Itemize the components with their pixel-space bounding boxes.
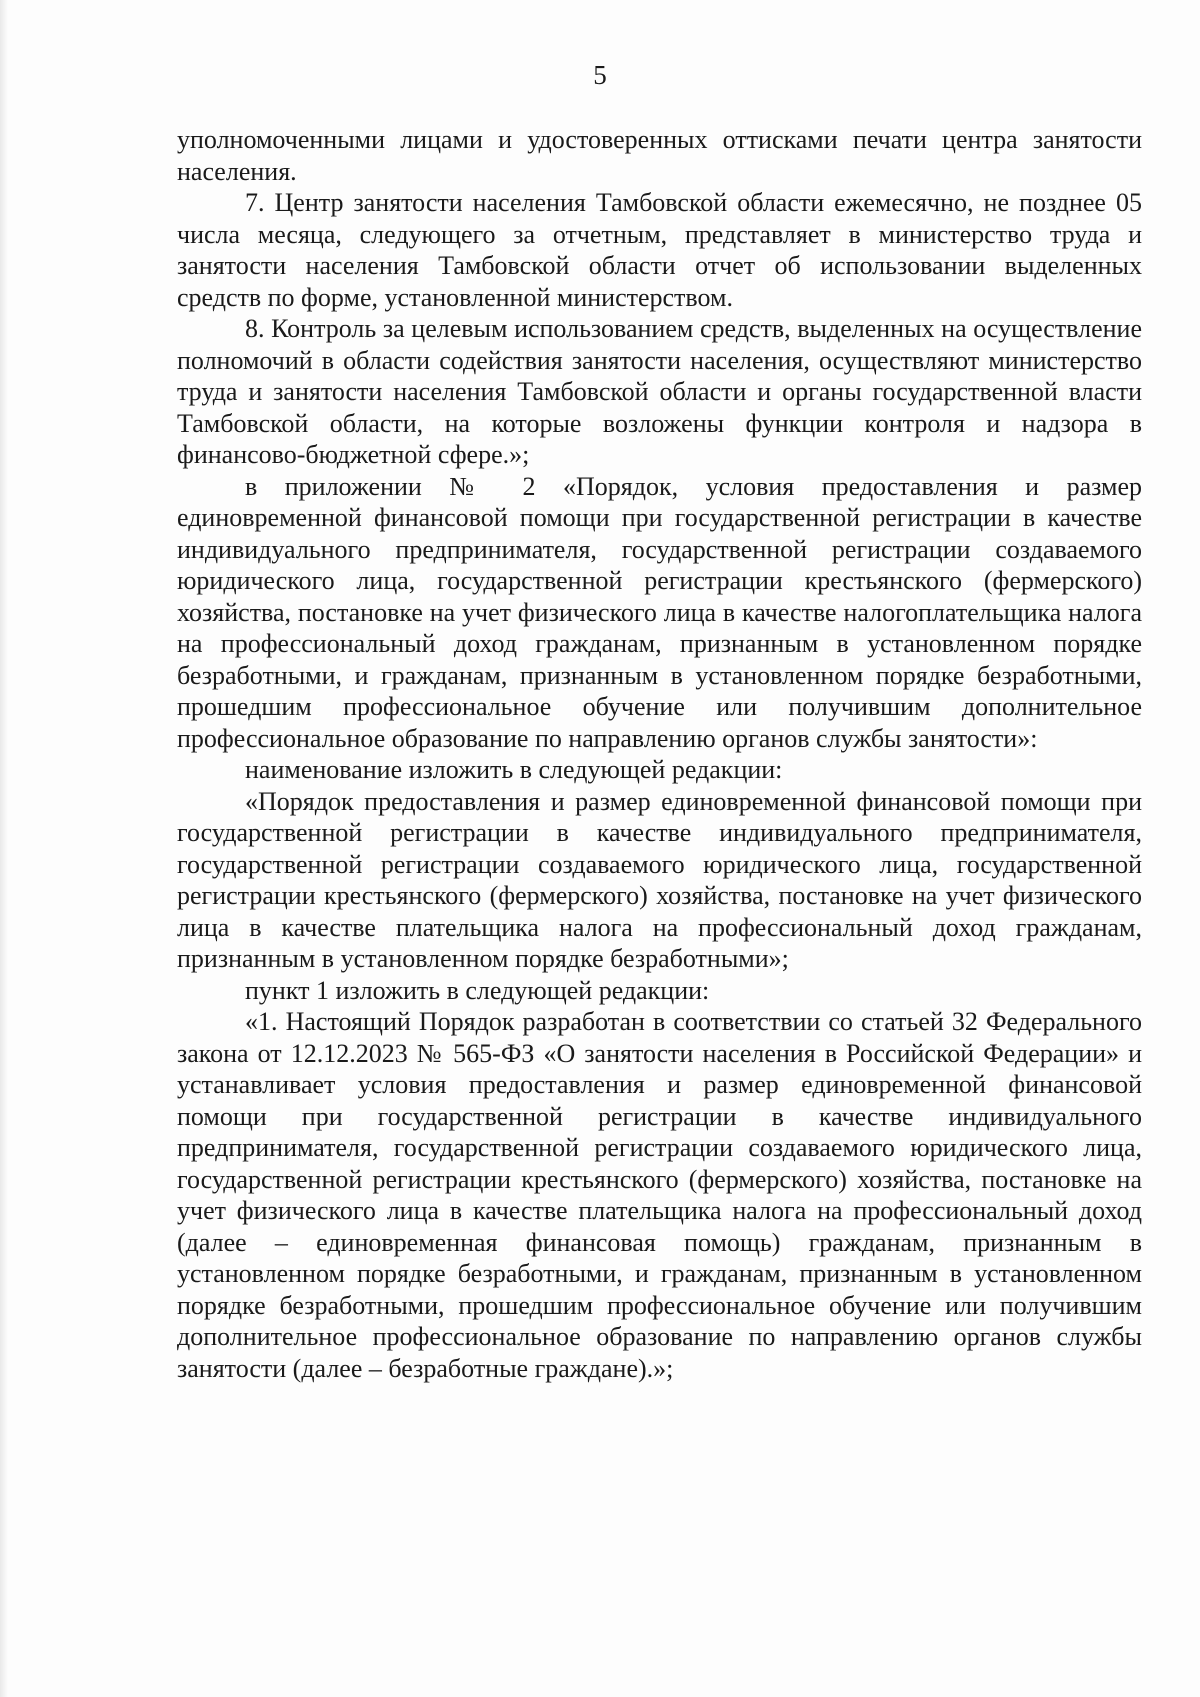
paragraph-appendix-2: в приложении № 2 «Порядок, условия предоставления и размер единовременной финансовой помощи при государственной регистрации в качестве индивидуального предпринимателя, государственной регистрации создаваемого юридического лица, государственной регистрации крестьянского (фермерского) хозяйства, постановке на учет физического лица в качестве налогоплательщика налога на профессиональный доход гражданам, признанным в установленном порядке безработными, и гражданам, признанным в установленном порядке безработными, прошедшим профессиональное обучение или получившим дополнительное профессиональное образование по направлению органов службы занятости»: (177, 471, 1142, 753)
paragraph-item-7: 7. Центр занятости населения Тамбовской области ежемесячно, не позднее 05 числа месяца, следующего за отчетным, представляет в министерство труда и занятости населения Тамбовской области отчет об использовании выделенных средств по форме, установленной министерством. (177, 188, 1142, 312)
paragraph-title-instruction: наименование изложить в следующей редакции: (245, 755, 783, 784)
document-body (177, 124, 1142, 1384)
paragraph-point-1-text: «1. Настоящий Порядок разработан в соответствии со статьей 32 Федерального закона от 12.12.2023 № 565-ФЗ «О занятости населения в Российской Федерации» и устанавливает условия предоставления и размер единовременной финансовой помощи при государственной регистрации в качестве индивидуального предпринимателя, государственной регистрации создаваемого юридического лица, государственной регистрации крестьянского (фермерского) хозяйства, постановке на учет физического лица в качестве плательщика налога на профессиональный доход (далее – единовременная финансовая помощь) гражданам, признанным в установленном порядке безработными, и гражданам, признанным в установленном порядке безработными, прошедшим профессиональное обучение или получившим дополнительное профессиональное образование по направлению органов службы занятости (далее – безработные граждане).»; (177, 1007, 1142, 1383)
page-number: 5 (593, 60, 607, 90)
paragraph-continuation: уполномоченными лицами и удостоверенных оттисками печати центра занятости населения. (177, 125, 1142, 186)
paragraph-item-8: 8. Контроль за целевым использованием средств, выделенных на осуществление полномочий в области содействия занятости населения, осуществляют министерство труда и занятости населения Тамбовской области и органы государственной власти Тамбовской области, на которые возложены функции контроля и надзора в финансово-бюджетной сфере.»; (177, 314, 1142, 469)
scan-edge-shadow (0, 0, 8, 1697)
paragraph-point-1-instruction: пункт 1 изложить в следующей редакции: (245, 975, 710, 1005)
paragraph-new-title: «Порядок предоставления и размер единовременной финансовой помощи при государственной регистрации в качестве индивидуального предпринимателя, государственной регистрации создаваемого юридического лица, государственной регистрации крестьянского (фермерского) хозяйства, постановке на учет физического лица в качестве плательщика налога на профессиональный доход гражданам, признанным в установленном порядке безработными»; (177, 786, 1142, 973)
